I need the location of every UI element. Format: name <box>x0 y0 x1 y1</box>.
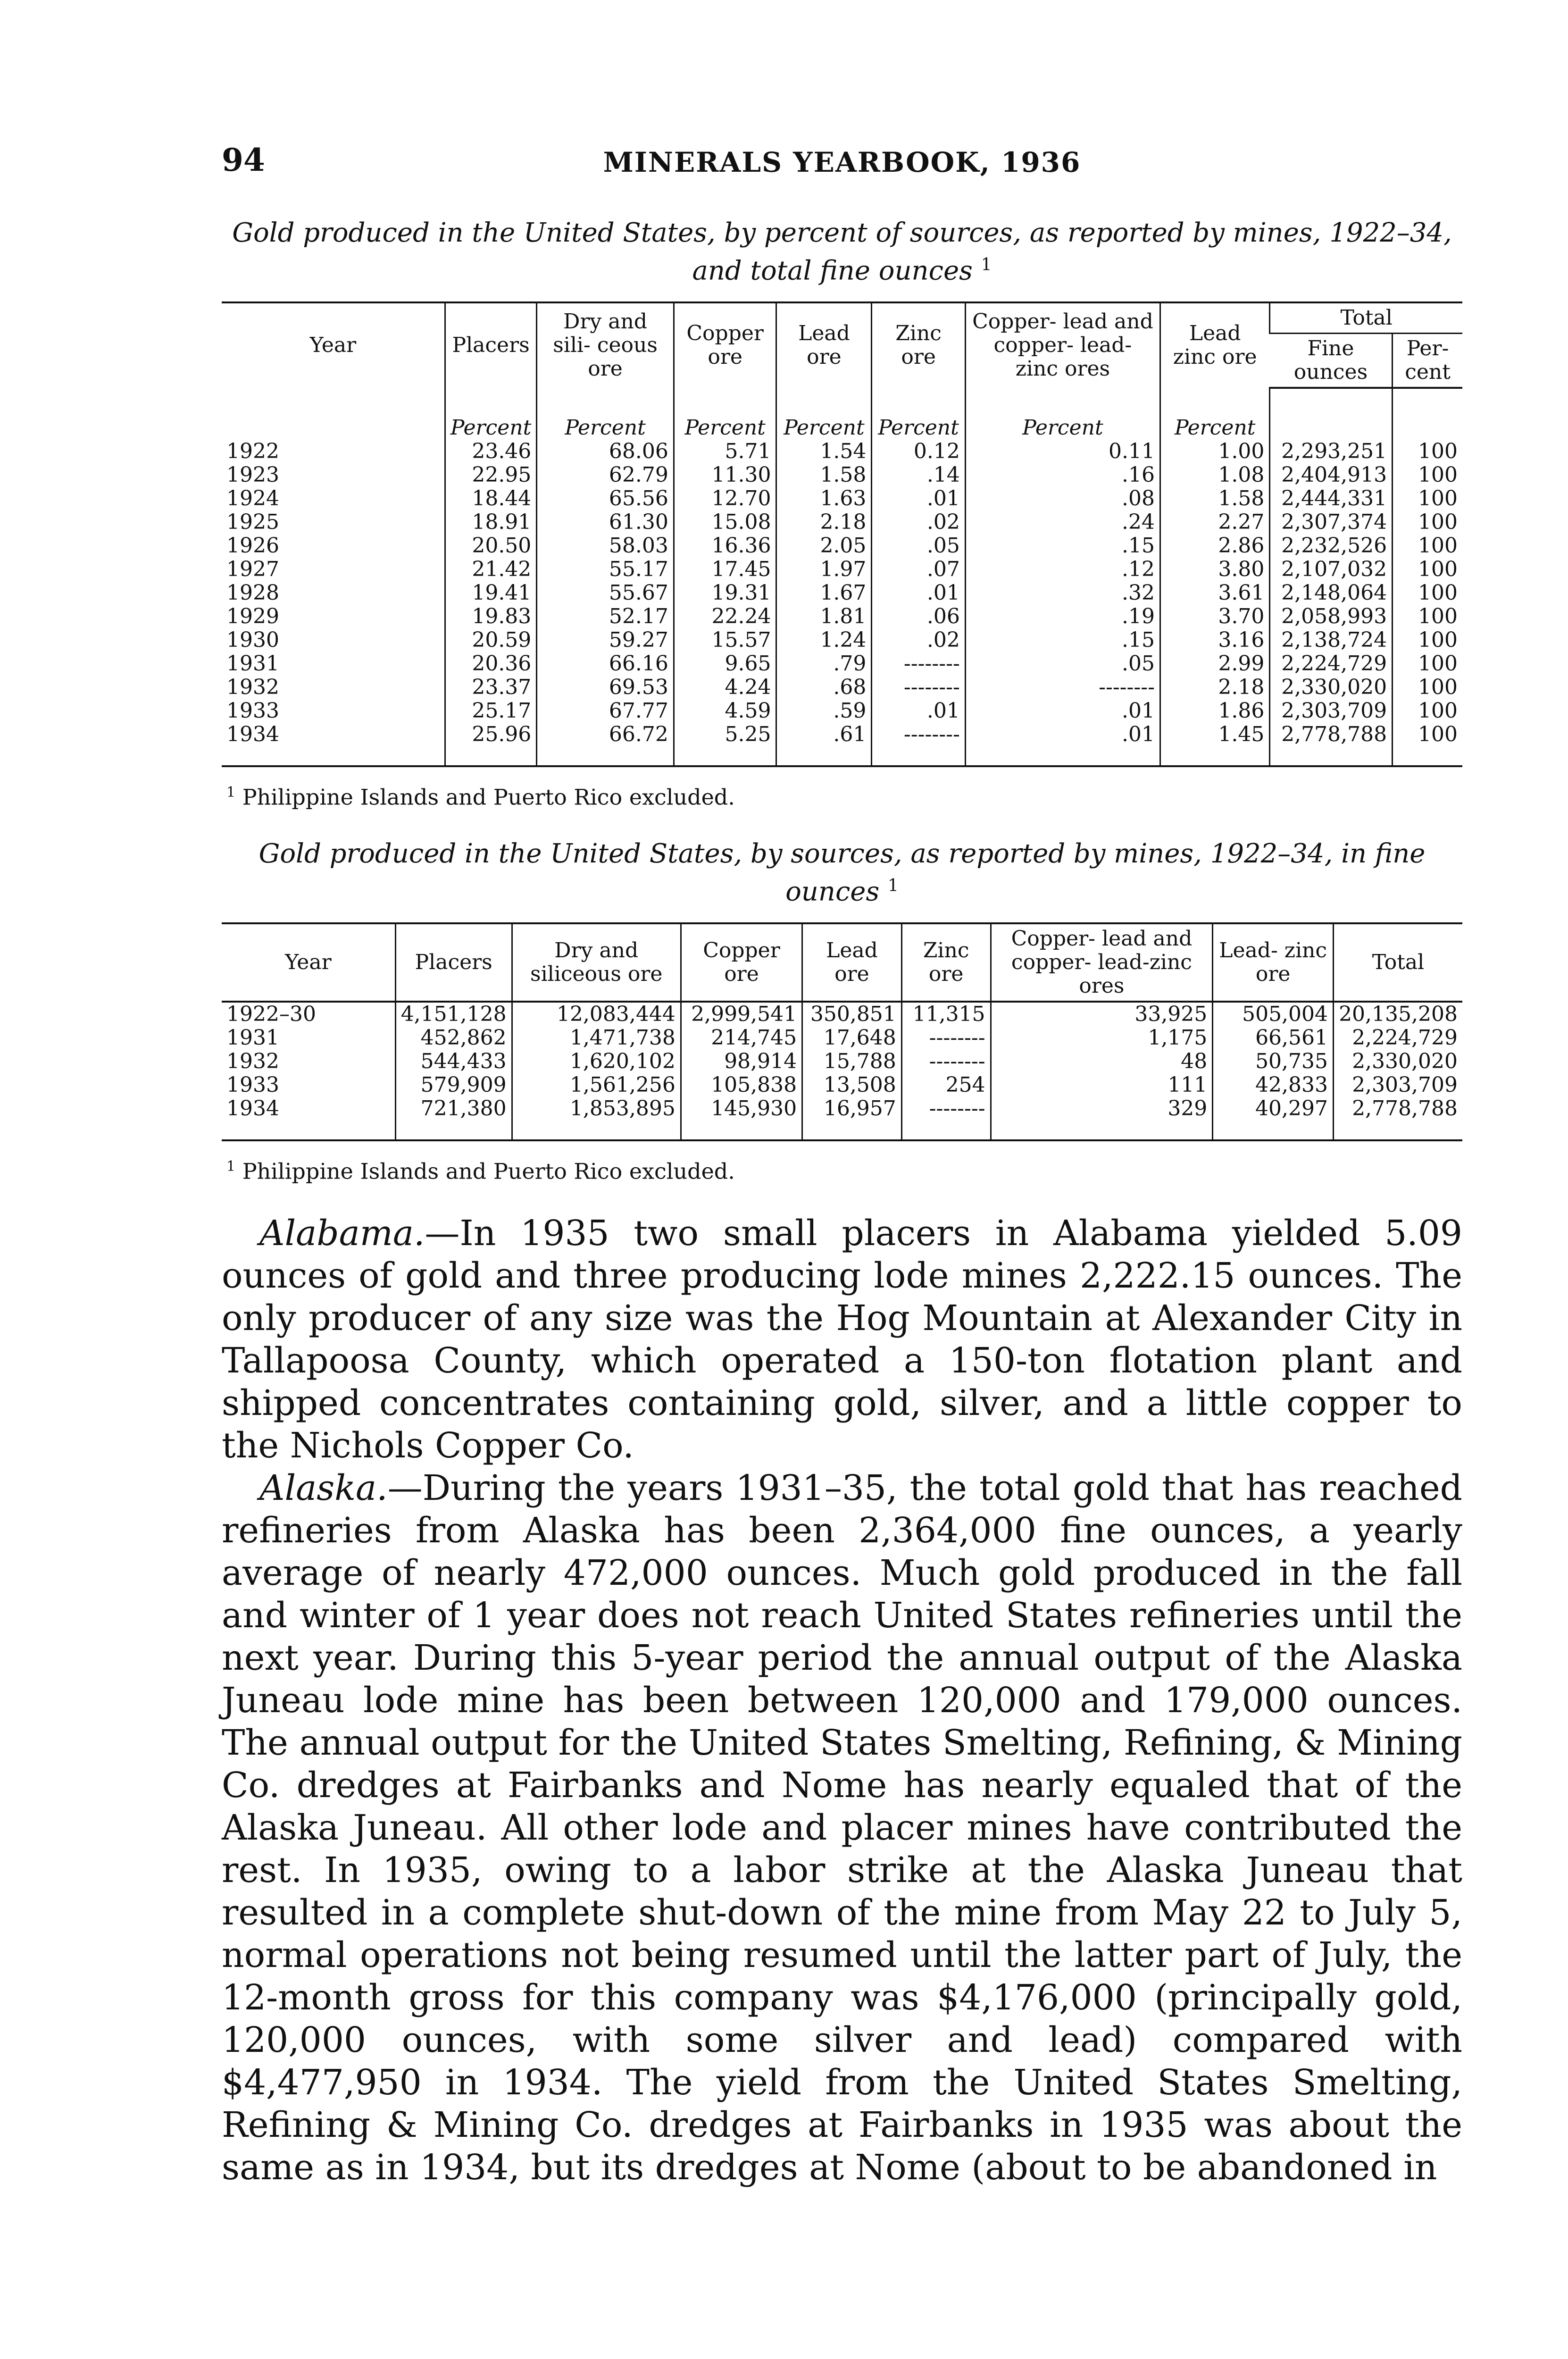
table-cell: 5.71 <box>674 440 776 463</box>
footnote-marker: 1 <box>226 784 236 801</box>
table1-footnote <box>226 784 1462 810</box>
table-cell: 3.80 <box>1160 558 1270 581</box>
table-cell: .19 <box>965 605 1160 628</box>
table-cell: 1.81 <box>776 605 872 628</box>
table-cell: 22.24 <box>674 605 776 628</box>
table-row <box>222 676 1462 699</box>
table-cell: 100 <box>1393 628 1462 652</box>
table-cell: -------- <box>901 1026 991 1050</box>
t2-header-total: Total <box>1334 923 1462 1002</box>
table-cell: 11.30 <box>674 463 776 487</box>
table-row <box>222 558 1462 581</box>
table-cell <box>1270 388 1393 440</box>
table-cell: 100 <box>1393 581 1462 605</box>
table-cell: 2,778,788 <box>1270 723 1393 766</box>
footnote-text: Philippine Islands and Puerto Rico excluded. <box>242 1158 735 1184</box>
table-cell: 2,232,526 <box>1270 534 1393 558</box>
table-cell: 1.86 <box>1160 699 1270 723</box>
table-row <box>222 1050 1462 1073</box>
year-cell: 1929 <box>226 604 279 628</box>
t2-header-copper: Copper ore <box>681 923 802 1002</box>
table-cell: 40,297 <box>1213 1097 1334 1140</box>
table-cell: 100 <box>1393 440 1462 463</box>
table-cell: -------- <box>901 1097 991 1140</box>
year-cell: 1932 <box>226 1049 279 1073</box>
table-cell: 329 <box>991 1097 1213 1140</box>
table-cell: 19.41 <box>445 581 536 605</box>
table-cell: 2,999,541 <box>681 1002 802 1026</box>
unit-label: Percent <box>1160 388 1270 440</box>
table1-body <box>222 388 1462 766</box>
year-cell: 1933 <box>226 698 279 723</box>
table-cell: 544,433 <box>395 1050 512 1073</box>
table-cell: -------- <box>872 676 965 699</box>
table-cell: 59.27 <box>537 628 674 652</box>
table-cell: 2,778,788 <box>1334 1097 1462 1140</box>
t2-header-lead: Lead ore <box>802 923 902 1002</box>
table-cell: 67.77 <box>537 699 674 723</box>
table-cell: .07 <box>872 558 965 581</box>
table-cell: -------- <box>965 676 1160 699</box>
table1-percent-by-source <box>222 301 1462 767</box>
table-cell: 23.37 <box>445 676 536 699</box>
table-cell: .05 <box>872 534 965 558</box>
t1-header-year: Year <box>222 302 445 388</box>
table2-ounces-by-source <box>222 922 1462 1141</box>
table-cell: 2.86 <box>1160 534 1270 558</box>
table-cell: .32 <box>965 581 1160 605</box>
page <box>222 142 1462 2189</box>
t2-header-cplz: Copper- lead and copper- lead-zinc ores <box>991 923 1213 1002</box>
footnote-text: Philippine Islands and Puerto Rico excluded. <box>242 784 735 810</box>
footnote-marker: 1 <box>226 1158 236 1175</box>
table-cell: 1.63 <box>776 487 872 510</box>
table-cell: 55.17 <box>537 558 674 581</box>
table-row <box>222 1002 1462 1026</box>
table-cell: 254 <box>901 1073 991 1097</box>
table-cell: 1.08 <box>1160 463 1270 487</box>
table-cell: 145,930 <box>681 1097 802 1140</box>
t2-header-zinc: Zinc ore <box>901 923 991 1002</box>
table-cell: 19.83 <box>445 605 536 628</box>
table-cell: 1.00 <box>1160 440 1270 463</box>
t1-unit-row <box>222 388 1462 440</box>
table-cell: 579,909 <box>395 1073 512 1097</box>
table-cell: 111 <box>991 1073 1213 1097</box>
table-cell: 1.24 <box>776 628 872 652</box>
table-cell: 20.36 <box>445 652 536 676</box>
table-cell: 721,380 <box>395 1097 512 1140</box>
table2-caption-note: 1 <box>888 876 899 895</box>
table-cell: .01 <box>872 699 965 723</box>
table-cell: 12,083,444 <box>512 1002 681 1026</box>
table-row <box>222 487 1462 510</box>
year-cell: 1934 <box>222 723 445 766</box>
table-cell: 3.70 <box>1160 605 1270 628</box>
table-cell: 105,838 <box>681 1073 802 1097</box>
table-cell: .24 <box>965 510 1160 534</box>
t2-header-leadzinc: Lead- zinc ore <box>1213 923 1334 1002</box>
table-row <box>222 723 1462 766</box>
table-cell: 2.18 <box>776 510 872 534</box>
table-cell: .61 <box>776 723 872 766</box>
table-cell: 100 <box>1393 676 1462 699</box>
year-cell: 1922 <box>226 439 279 463</box>
t1-header-dry: Dry and sili- ceous ore <box>537 302 674 388</box>
table-cell: 61.30 <box>537 510 674 534</box>
table-cell: .08 <box>965 487 1160 510</box>
t2-header-dry: Dry and siliceous ore <box>512 923 681 1002</box>
table-cell: 55.67 <box>537 581 674 605</box>
table2-caption <box>222 838 1462 908</box>
table-cell: 17.45 <box>674 558 776 581</box>
table-row <box>222 581 1462 605</box>
table-cell: 18.91 <box>445 510 536 534</box>
table-cell: .59 <box>776 699 872 723</box>
table-cell: 62.79 <box>537 463 674 487</box>
table-cell: 100 <box>1393 605 1462 628</box>
table-cell: 23.46 <box>445 440 536 463</box>
table-cell: 1.58 <box>1160 487 1270 510</box>
table-cell: 2.99 <box>1160 652 1270 676</box>
table-cell: 1,853,895 <box>512 1097 681 1140</box>
table-cell: 100 <box>1393 510 1462 534</box>
table-row <box>222 440 1462 463</box>
table-cell: 66,561 <box>1213 1026 1334 1050</box>
table-cell: 1,620,102 <box>512 1050 681 1073</box>
t1-header-fine-ounces: Fine ounces <box>1270 333 1393 388</box>
table-cell: 33,925 <box>991 1002 1213 1026</box>
table-cell: 16.36 <box>674 534 776 558</box>
year-cell: 1931 <box>226 651 279 676</box>
table-cell: 66.16 <box>537 652 674 676</box>
table-cell: 1.45 <box>1160 723 1270 766</box>
t1-header-zinc: Zinc ore <box>872 302 965 388</box>
table-cell: 20.50 <box>445 534 536 558</box>
table2-caption-text: Gold produced in the United States, by sources, as reported by mines, 1922–34, in fine ounces <box>259 838 1426 907</box>
table1-caption-note: 1 <box>981 255 992 275</box>
table-cell: 11,315 <box>901 1002 991 1026</box>
table-cell: 100 <box>1393 699 1462 723</box>
table-cell: 15.08 <box>674 510 776 534</box>
year-cell: 1928 <box>226 580 279 605</box>
table1-caption-text: Gold produced in the United States, by percent of sources, as reported by mines, 1922–34, and total fine ounces <box>232 217 1452 286</box>
table-cell: 2,444,331 <box>1270 487 1393 510</box>
table-cell: 1.58 <box>776 463 872 487</box>
t1-header-placers: Placers <box>445 302 536 388</box>
year-cell: 1923 <box>226 462 279 487</box>
page-header <box>222 142 1462 189</box>
running-title: MINERALS YEARBOOK, 1936 <box>603 146 1081 178</box>
body-text <box>222 1212 1462 2189</box>
table-cell: .06 <box>872 605 965 628</box>
table-cell: .02 <box>872 628 965 652</box>
table-cell: 1.67 <box>776 581 872 605</box>
year-cell: 1932 <box>226 675 279 699</box>
table-cell: 100 <box>1393 534 1462 558</box>
unit-label: Percent <box>776 388 872 440</box>
table-cell: 2,307,374 <box>1270 510 1393 534</box>
table2-body <box>222 1002 1462 1140</box>
table-cell: 9.65 <box>674 652 776 676</box>
table-cell: 1,561,256 <box>512 1073 681 1097</box>
alaska-heading: Alaska. <box>259 1467 388 1508</box>
alabama-text: —In 1935 two small placers in Alabama yielded 5.09 ounces of gold and three producing lode mines 2,222.15 ounces. The only producer of any size was the Hog Mountain at Alexander City in Tallapoosa County, which operated a 150-ton flotation plant and shipped concentrates containing gold, silver, and a little copper to the Nichols Copper Co. <box>222 1213 1462 1466</box>
table-cell: -------- <box>901 1050 991 1073</box>
alaska-paragraph <box>222 1467 1462 2189</box>
table-cell: 2,224,729 <box>1270 652 1393 676</box>
table-cell: 2,107,032 <box>1270 558 1393 581</box>
table-cell: 100 <box>1393 463 1462 487</box>
table-cell: 4.24 <box>674 676 776 699</box>
table-cell: 68.06 <box>537 440 674 463</box>
table-cell: 58.03 <box>537 534 674 558</box>
table-cell: 1.54 <box>776 440 872 463</box>
table-cell: .16 <box>965 463 1160 487</box>
unit-label: Percent <box>674 388 776 440</box>
table-cell: 17,648 <box>802 1026 902 1050</box>
table-cell: 2,293,251 <box>1270 440 1393 463</box>
alabama-heading: Alabama. <box>259 1213 425 1254</box>
table-cell: 22.95 <box>445 463 536 487</box>
year-cell: 1925 <box>226 510 279 534</box>
t1-header-copper: Copper ore <box>674 302 776 388</box>
table-cell: 4.59 <box>674 699 776 723</box>
table-cell: -------- <box>872 723 965 766</box>
table-cell: .05 <box>965 652 1160 676</box>
year-cell: 1934 <box>222 1097 395 1140</box>
table-cell: 100 <box>1393 487 1462 510</box>
table-cell: .15 <box>965 534 1160 558</box>
table-row <box>222 534 1462 558</box>
table-row <box>222 628 1462 652</box>
table-cell: 20,135,208 <box>1334 1002 1462 1026</box>
t1-header-percent: Per- cent <box>1393 333 1462 388</box>
t2-header-year: Year <box>222 923 395 1002</box>
table-cell: 452,862 <box>395 1026 512 1050</box>
table-cell: 214,745 <box>681 1026 802 1050</box>
table-cell: 5.25 <box>674 723 776 766</box>
table-cell: .01 <box>872 581 965 605</box>
table-cell: .01 <box>965 723 1160 766</box>
table-cell: 2.05 <box>776 534 872 558</box>
table-cell: 0.11 <box>965 440 1160 463</box>
table-cell: 12.70 <box>674 487 776 510</box>
table-cell: 66.72 <box>537 723 674 766</box>
unit-label: Percent <box>872 388 965 440</box>
year-cell: 1922–30 <box>226 1002 316 1026</box>
t1-header-cplz: Copper- lead and copper- lead- zinc ores <box>965 302 1160 388</box>
table-cell: 2,330,020 <box>1270 676 1393 699</box>
alaska-text: —During the years 1931–35, the total gold that has reached refineries from Alaska has been 2,364,000 fine ounces, a yearly average of nearly 472,000 ounces. Much gold produced in the fall and winter of 1 year does not reach United States refineries until the next year. During this 5-year period the annual output of the Alaska Juneau lode mine has been between 120,000 and 179,000 ounces. The annual output for the United States Smelting, Refining, & Mining Co. dredges at Fairbanks and Nome has nearly equaled that of the Alaska Juneau. All other lode and placer mines have contributed the rest. In 1935, owing to a labor strike at the Alaska Juneau that resulted in a complete shut-down of the mine from May 22 to July 5, normal operations not being resumed until the latter part of July, the 12-month gross for this company was $4,176,000 (principally gold, 120,000 ounces, with some silver and lead) compared with $4,477,950 in 1934. The yield from the United States Smelting, Refining & Mining Co. dredges at Fairbanks in 1935 was about the same as in 1934, but its dredges at Nome (about to be abandoned in <box>222 1467 1462 2188</box>
table-cell: 69.53 <box>537 676 674 699</box>
page-number: 94 <box>222 142 265 178</box>
unit-label: Percent <box>445 388 536 440</box>
year-cell: 1933 <box>226 1072 279 1097</box>
table-cell: 50,735 <box>1213 1050 1334 1073</box>
table-cell: 21.42 <box>445 558 536 581</box>
alabama-paragraph <box>222 1212 1462 1467</box>
table-cell: 48 <box>991 1050 1213 1073</box>
table-cell: 15.57 <box>674 628 776 652</box>
table-cell: .15 <box>965 628 1160 652</box>
table-row <box>222 652 1462 676</box>
table-cell: 3.61 <box>1160 581 1270 605</box>
unit-label: Percent <box>537 388 674 440</box>
table-cell: -------- <box>872 652 965 676</box>
table-cell: 25.96 <box>445 723 536 766</box>
table-cell: 65.56 <box>537 487 674 510</box>
year-cell: 1931 <box>226 1025 279 1050</box>
table-cell: .14 <box>872 463 965 487</box>
table-cell: 2,058,993 <box>1270 605 1393 628</box>
table-cell: 42,833 <box>1213 1073 1334 1097</box>
table-cell: 4,151,128 <box>395 1002 512 1026</box>
table-cell: 100 <box>1393 723 1462 766</box>
table-cell: 19.31 <box>674 581 776 605</box>
table-cell: 350,851 <box>802 1002 902 1026</box>
table-cell: 0.12 <box>872 440 965 463</box>
unit-label: Percent <box>965 388 1160 440</box>
table-cell: 1,175 <box>991 1026 1213 1050</box>
table-cell: 2.18 <box>1160 676 1270 699</box>
table-cell: 16,957 <box>802 1097 902 1140</box>
table-cell: 18.44 <box>445 487 536 510</box>
table-cell: 2,138,724 <box>1270 628 1393 652</box>
table-cell: 2,303,709 <box>1334 1073 1462 1097</box>
table-cell: 2,224,729 <box>1334 1026 1462 1050</box>
table-cell: 2,330,020 <box>1334 1050 1462 1073</box>
table-cell: 13,508 <box>802 1073 902 1097</box>
t1-header-lead: Lead ore <box>776 302 872 388</box>
table-cell: .12 <box>965 558 1160 581</box>
table-row <box>222 699 1462 723</box>
year-cell: 1924 <box>226 486 279 510</box>
table-cell: 1.97 <box>776 558 872 581</box>
table-cell: 100 <box>1393 652 1462 676</box>
table-cell: 100 <box>1393 558 1462 581</box>
table-row <box>222 605 1462 628</box>
table-row <box>222 510 1462 534</box>
table-cell: .01 <box>965 699 1160 723</box>
t2-header-placers: Placers <box>395 923 512 1002</box>
table-cell: .68 <box>776 676 872 699</box>
table-cell: 2.27 <box>1160 510 1270 534</box>
table-row <box>222 1073 1462 1097</box>
table-cell: 15,788 <box>802 1050 902 1073</box>
table-cell: 505,004 <box>1213 1002 1334 1026</box>
table-row <box>222 463 1462 487</box>
table-cell: 2,404,913 <box>1270 463 1393 487</box>
year-cell: 1930 <box>226 627 279 652</box>
table-cell: 2,148,064 <box>1270 581 1393 605</box>
table-cell <box>222 388 445 440</box>
table-cell: .02 <box>872 510 965 534</box>
table-cell: 1,471,738 <box>512 1026 681 1050</box>
table-cell: .79 <box>776 652 872 676</box>
table1-caption <box>222 217 1462 287</box>
year-cell: 1926 <box>226 533 279 558</box>
table-cell: 20.59 <box>445 628 536 652</box>
table-row <box>222 1026 1462 1050</box>
table-cell: 25.17 <box>445 699 536 723</box>
table-cell <box>1393 388 1462 440</box>
table-cell: 52.17 <box>537 605 674 628</box>
t1-header-leadzinc: Lead zinc ore <box>1160 302 1270 388</box>
table-cell: 3.16 <box>1160 628 1270 652</box>
table-cell: .01 <box>872 487 965 510</box>
table-cell: 98,914 <box>681 1050 802 1073</box>
table2-footnote <box>226 1158 1462 1184</box>
t1-header-total: Total <box>1270 302 1462 334</box>
table-cell: 2,303,709 <box>1270 699 1393 723</box>
year-cell: 1927 <box>226 557 279 581</box>
table-row <box>222 1097 1462 1140</box>
